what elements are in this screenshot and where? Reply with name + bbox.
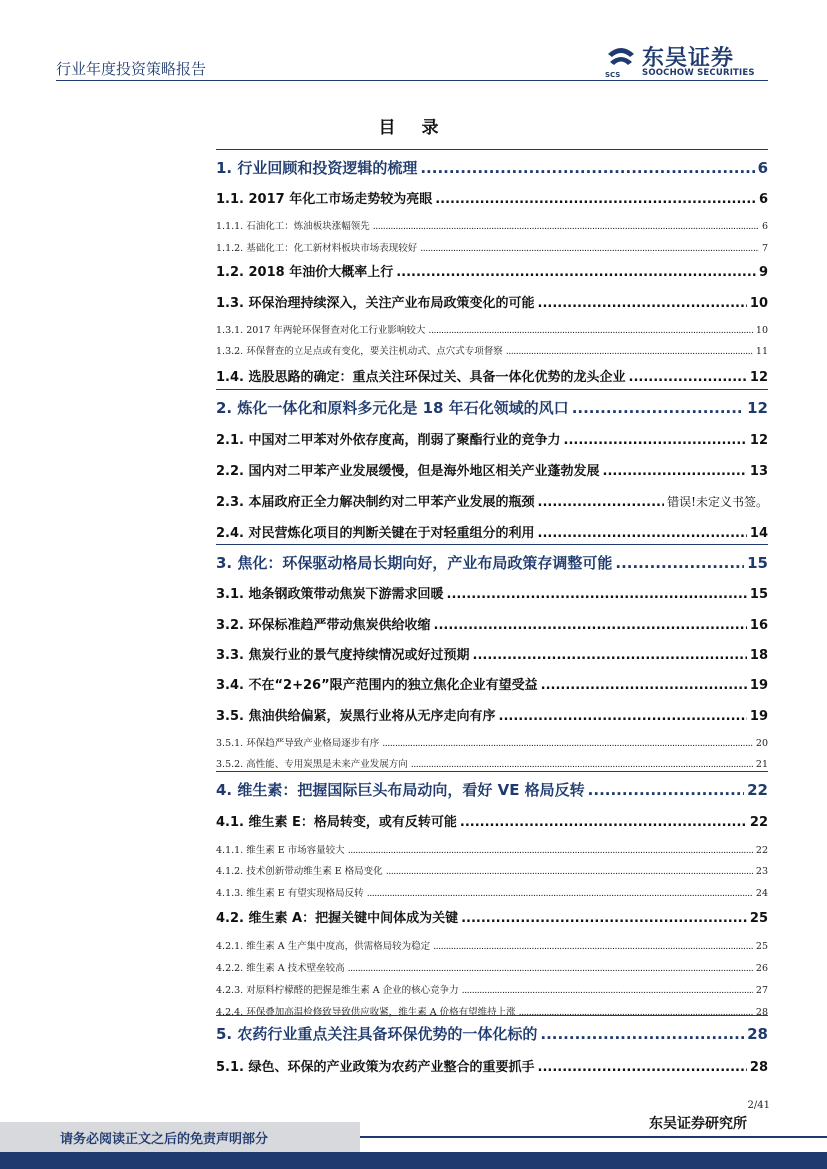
toc-entry-level3[interactable]: [216, 938, 768, 952]
logo-chinese-name: 东吴证券: [642, 46, 735, 71]
toc-leader-dots: [447, 587, 747, 602]
toc-leader-dots: [541, 678, 747, 693]
toc-entry-level3[interactable]: [216, 863, 768, 877]
toc-entry-page: 12: [749, 370, 768, 385]
toc-entry-page: 12: [747, 399, 768, 417]
toc-entry-level2[interactable]: [216, 614, 768, 633]
toc-leader-dots: [629, 370, 747, 385]
toc-entry-page: 28: [747, 1025, 768, 1043]
toc-entry-title: 3. 焦化：环保驱动格局长期向好，产业布局政策存调整可能: [216, 554, 613, 572]
toc-leader-dots: [428, 325, 752, 336]
toc-leader-dots: [506, 346, 753, 357]
toc-entry-level3[interactable]: [216, 756, 768, 770]
toc-entry-page: 22: [747, 781, 768, 799]
toc-entry-page: 14: [749, 526, 768, 541]
toc-leader-dots: [396, 265, 756, 280]
toc-entry-title: 3.5.2. 高性能、专用炭黑是未来产业发展方向: [216, 759, 408, 770]
toc-entry-level3[interactable]: [216, 343, 768, 357]
logo-abbr: SCS: [605, 71, 621, 79]
section-divider: [216, 544, 768, 545]
section-divider: [216, 149, 768, 150]
toc-entry-title: 5. 农药行业重点关注具备环保优势的一体化标的: [216, 1025, 538, 1043]
toc-entry-page: 13: [749, 464, 768, 479]
toc-entry-level2[interactable]: [216, 1056, 768, 1075]
toc-entry-level2[interactable]: [216, 460, 768, 479]
report-type-label: 行业年度投资策略报告: [56, 60, 207, 78]
toc-entry-page: 7: [761, 243, 768, 254]
toc-entry-title: 3.4. 不在“2+26”限产范围内的独立焦化企业有望受益: [216, 678, 538, 693]
footer-bar: [0, 1152, 827, 1169]
toc-entry-page: 15: [749, 587, 768, 602]
toc-entry-title: 2.1. 中国对二甲苯对外依存度高，削弱了聚酯行业的竞争力: [216, 433, 561, 448]
toc-entry-level1[interactable]: [216, 552, 768, 573]
toc-entry-level2[interactable]: [216, 366, 768, 385]
toc-entry-page: 26: [755, 963, 768, 974]
toc-leader-dots: [386, 866, 753, 877]
toc-entry-page: 22: [755, 845, 768, 856]
toc-entry-title: 4.2.2. 维生素 A 技术壁垒较高: [216, 963, 345, 974]
toc-entry-title: 3.1. 地条钢政策带动焦炭下游需求回暖: [216, 587, 444, 602]
toc-entry-title: 2.3. 本届政府正全力解决制约对二甲苯产业发展的瓶颈: [216, 495, 535, 510]
toc-entry-level2[interactable]: [216, 188, 768, 207]
toc-entry-title: 1.3.1. 2017 年两轮环保督查对化工行业影响较大: [216, 325, 426, 336]
toc-leader-dots: [538, 526, 747, 541]
toc-entry-page: 10: [749, 296, 768, 311]
toc-leader-dots: [460, 815, 747, 830]
toc-title: 目 录: [378, 118, 449, 138]
toc-entry-title: 4.1.3. 维生素 E 有望实现格局反转: [216, 888, 364, 899]
toc-entry-page: 27: [755, 985, 768, 996]
toc-entry-page: 28: [755, 1007, 768, 1018]
toc-leader-dots: [519, 1007, 753, 1018]
toc-leader-dots: [538, 495, 665, 510]
toc-entry-title: 4.2. 维生素 A：把握关键中间体成为关键: [216, 911, 459, 926]
toc-entry-page: 22: [749, 815, 768, 830]
toc-entry-title: 1.3.2. 环保督查的立足点或有变化，要关注机动式、点穴式专项督察: [216, 346, 503, 357]
toc-entry-title: 5.1. 绿色、环保的产业政策为农药产业整合的重要抓手: [216, 1060, 535, 1075]
toc-leader-dots: [462, 985, 753, 996]
toc-entry-level2[interactable]: [216, 705, 768, 724]
toc-entry-title: 3.2. 环保标准趋严带动焦炭供给收缩: [216, 618, 431, 633]
toc-entry-level1[interactable]: [216, 779, 768, 800]
toc-entry-page: 6: [757, 159, 768, 177]
toc-entry-title: 1.4. 选股思路的确定：重点关注环保过关、具备一体化优势的龙头企业: [216, 370, 626, 385]
toc-entry-title: 4.1.1. 维生素 E 市场容量较大: [216, 845, 345, 856]
toc-entry-title: 2. 炼化一体化和原料多元化是 18 年石化领域的风口: [216, 399, 569, 417]
toc-entry-page: 6: [761, 221, 768, 232]
toc-entry-page: 18: [749, 648, 768, 663]
toc-entry-title: 2.4. 对民营炼化项目的判断关键在于对轻重组分的利用: [216, 526, 535, 541]
toc-leader-dots: [538, 1060, 747, 1075]
toc-entry-level2[interactable]: [216, 522, 768, 541]
toc-leader-dots: [411, 759, 753, 770]
toc-entry-page: 25: [749, 911, 768, 926]
section-divider: [216, 389, 768, 390]
toc-entry-page: 11: [755, 346, 768, 357]
toc-entry-title: 1.2. 2018 年油价大概率上行: [216, 265, 394, 280]
toc-leader-dots: [461, 911, 747, 926]
toc-entry-level2[interactable]: [216, 583, 768, 602]
toc-leader-dots: [564, 433, 747, 448]
toc-leader-dots: [603, 464, 747, 479]
toc-entry-title: 3.3. 焦炭行业的景气度持续情况或好过预期: [216, 648, 470, 663]
toc-entry-title: 4.2.3. 对原料柠檬醛的把握是维生素 A 企业的核心竞争力: [216, 985, 459, 996]
toc-entry-page: 10: [755, 325, 768, 336]
company-logo: [604, 42, 774, 82]
toc-entry-title: 4.2.4. 环保叠加高温检修致导致供应收紧，维生素 A 价格有望维持上涨: [216, 1007, 516, 1018]
toc-entry-page: 28: [749, 1060, 768, 1075]
toc-leader-dots: [348, 845, 753, 856]
toc-leader-dots: [540, 1025, 744, 1043]
toc-entry-title: 1. 行业回顾和投资逻辑的梳理: [216, 159, 418, 177]
toc-entry-level2[interactable]: [216, 491, 768, 510]
toc-entry-level2[interactable]: [216, 674, 768, 693]
toc-entry-level2[interactable]: [216, 644, 768, 663]
toc-entry-title: 1.1.2. 基础化工：化工新材料板块市场表现较好: [216, 243, 418, 254]
toc-leader-dots: [373, 221, 759, 232]
toc-entry-page: 20: [755, 738, 768, 749]
toc-entry-title: 1.1. 2017 年化工市场走势较为亮眼: [216, 192, 433, 207]
toc-leader-dots: [433, 941, 753, 952]
toc-entry-page: 错误!未定义书签。: [667, 495, 768, 509]
toc-entry-level3[interactable]: [216, 885, 768, 899]
toc-entry-level2[interactable]: [216, 811, 768, 830]
toc-entry-page: 19: [749, 709, 768, 724]
toc-leader-dots: [588, 781, 744, 799]
toc-entry-level3[interactable]: [216, 240, 768, 254]
toc-leader-dots: [367, 888, 753, 899]
toc-leader-dots: [572, 399, 744, 417]
toc-entry-level3[interactable]: [216, 735, 768, 749]
toc-entry-level1[interactable]: [216, 157, 768, 178]
toc-entry-title: 1.1.1. 石油化工：炼油板块涨幅领先: [216, 221, 370, 232]
toc-entry-page: 15: [747, 554, 768, 572]
toc-leader-dots: [473, 648, 747, 663]
toc-entry-title: 2.2. 国内对二甲苯产业发展缓慢，但是海外地区相关产业蓬勃发展: [216, 464, 600, 479]
toc-entry-title: 1.3. 环保治理持续深入，关注产业布局政策变化的可能: [216, 296, 535, 311]
disclaimer-notice: 请务必阅读正文之后的免责声明部分: [60, 1132, 269, 1147]
toc-leader-dots: [420, 243, 759, 254]
toc-leader-dots: [538, 296, 747, 311]
logo-english-name: SOOCHOW SECURITIES: [642, 68, 755, 78]
toc-entry-page: 16: [749, 618, 768, 633]
toc-entry-page: 25: [755, 941, 768, 952]
toc-entry-level2[interactable]: [216, 292, 768, 311]
toc-leader-dots: [382, 738, 753, 749]
toc-entry-page: 12: [749, 433, 768, 448]
toc-entry-level3[interactable]: [216, 982, 768, 996]
section-divider: [216, 771, 768, 772]
toc-entry-page: 9: [758, 265, 768, 280]
toc-leader-dots: [435, 192, 756, 207]
toc-leader-dots: [420, 159, 754, 177]
toc-entry-page: 24: [755, 888, 768, 899]
toc-entry-level3[interactable]: [216, 960, 768, 974]
toc-leader-dots: [615, 554, 744, 572]
toc-entry-page: 23: [755, 866, 768, 877]
toc-entry-title: 4.1. 维生素 E：格局转变，或有反转可能: [216, 815, 457, 830]
page-number: 2/41: [747, 1100, 770, 1111]
toc-leader-dots: [348, 963, 753, 974]
toc-entry-title: 3.5.1. 环保趋严导致产业格局逐步有序: [216, 738, 380, 749]
toc-leader-dots: [499, 709, 747, 724]
toc-entry-level3[interactable]: [216, 322, 768, 336]
toc-entry-title: 3.5. 焦油供给偏紧，炭黑行业将从无序走向有序: [216, 709, 496, 724]
toc-entry-level2[interactable]: [216, 429, 768, 448]
footer-org-name: 东吴证券研究所: [649, 1116, 747, 1132]
toc-entry-page: 19: [749, 678, 768, 693]
section-divider: [216, 1015, 768, 1016]
toc-entry-level1[interactable]: [216, 1023, 768, 1044]
toc-entry-level2[interactable]: [216, 261, 768, 280]
toc-entry-page: 6: [758, 192, 768, 207]
toc-entry-page: 21: [755, 759, 768, 770]
toc-leader-dots: [434, 618, 747, 633]
toc-entry-level3[interactable]: [216, 218, 768, 232]
footer-rule: [360, 1136, 827, 1138]
toc-entry-title: 4. 维生素：把握国际巨头布局动向，看好 VE 格局反转: [216, 781, 585, 799]
toc-entry-level2[interactable]: [216, 907, 768, 926]
toc-entry-level3[interactable]: [216, 842, 768, 856]
toc-entry-level1[interactable]: [216, 397, 768, 418]
toc-entry-title: 4.2.1. 维生素 A 生产集中度高，供需格局较为稳定: [216, 941, 431, 952]
toc-entry-title: 4.1.2. 技术创新带动维生素 E 格局变化: [216, 866, 383, 877]
